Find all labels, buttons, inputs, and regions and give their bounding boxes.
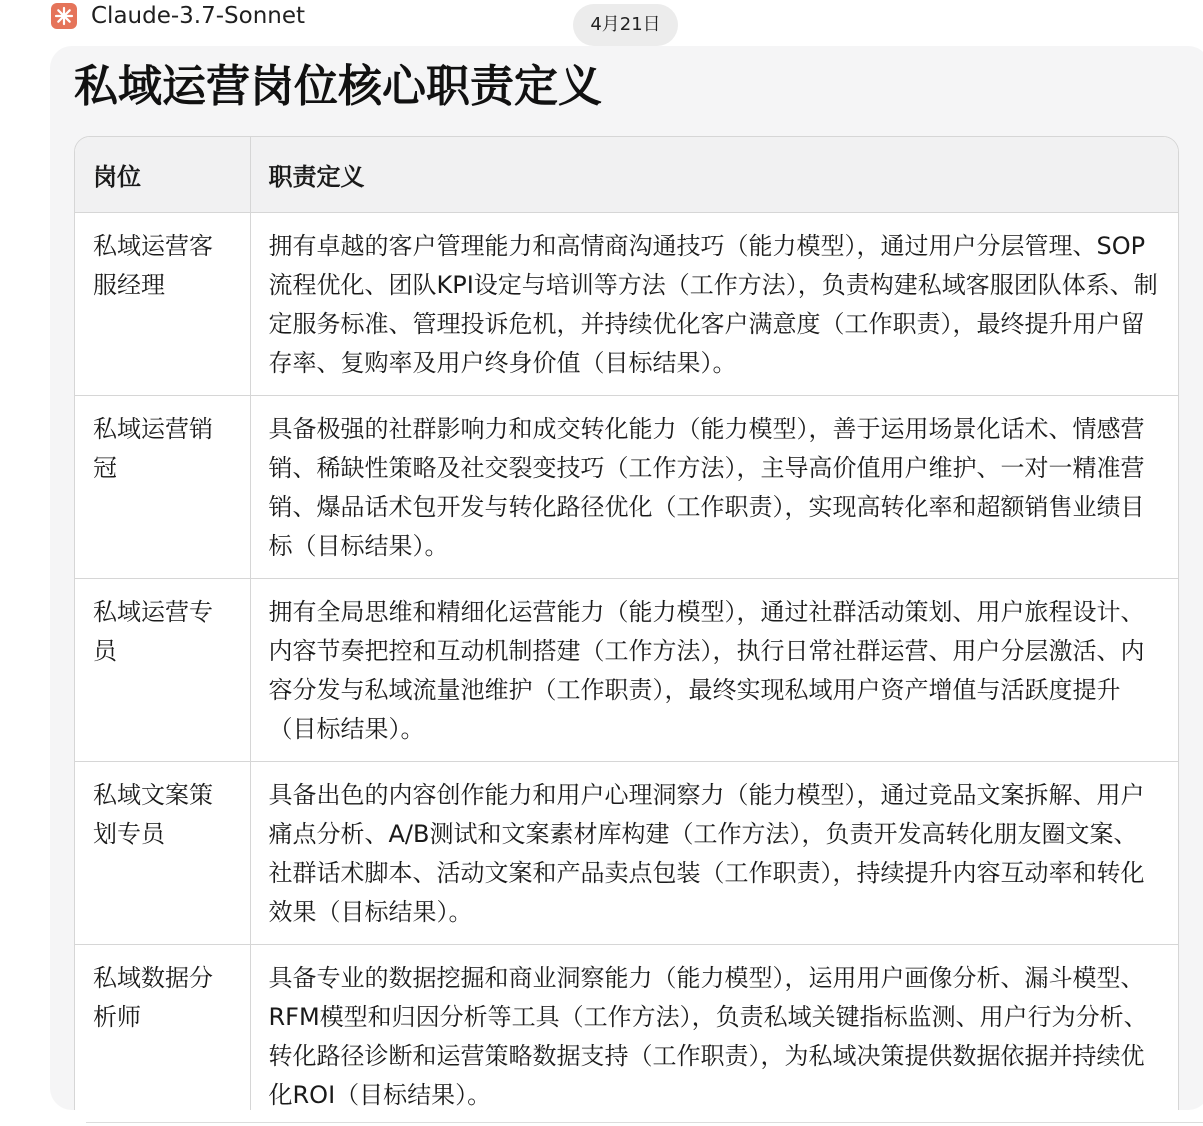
table-header-row — [75, 137, 1178, 213]
message-title: 私域运营岗位核心职责定义 — [74, 61, 602, 112]
role-cell: 私域运营客服经理 — [75, 213, 250, 396]
role-cell: 私域运营专员 — [75, 579, 250, 762]
table-row — [75, 579, 1178, 762]
duty-cell: 拥有卓越的客户管理能力和高情商沟通技巧（能力模型），通过用户分层管理、SOP流程优化、团队KPI设定与培训等方法（工作方法），负责构建私域客服团队体系、制定服务标准、管理投诉危机，并持续优化客户满意度（工作职责），最终提升用户留存率、复购率及用户终身价值（目标结果）。 — [250, 213, 1178, 396]
chat-header — [0, 0, 1203, 46]
message-bubble — [50, 46, 1203, 1110]
role-cell: 私域运营销冠 — [75, 396, 250, 579]
role-cell: 私域数据分析师 — [75, 945, 250, 1111]
duty-cell: 具备出色的内容创作能力和用户心理洞察力（能力模型），通过竞品文案拆解、用户痛点分析、A/B测试和文案素材库构建（工作方法），负责开发高转化朋友圈文案、社群话术脚本、活动文案和产品卖点包装（工作职责），持续提升内容互动率和转化效果（目标结果）。 — [250, 762, 1178, 945]
duty-cell: 具备专业的数据挖掘和商业洞察能力（能力模型），运用用户画像分析、漏斗模型、RFM模型和归因分析等工具（工作方法），负责私域关键指标监测、用户行为分析、转化路径诊断和运营策略数据支持（工作职责），为私域决策提供数据依据并持续优化ROI（目标结果）。 — [250, 945, 1178, 1111]
input-area-edge — [86, 1122, 1203, 1126]
column-header-role: 岗位 — [75, 137, 250, 213]
table-row — [75, 762, 1178, 945]
bot-name[interactable]: Claude-3.7-Sonnet — [91, 3, 306, 29]
role-cell: 私域文案策划专员 — [75, 762, 250, 945]
claude-star-icon[interactable] — [51, 3, 77, 29]
duties-table — [75, 137, 1178, 1110]
duties-table-container — [74, 136, 1179, 1110]
table-row — [75, 945, 1178, 1111]
duty-cell: 拥有全局思维和精细化运营能力（能力模型），通过社群活动策划、用户旅程设计、内容节奏把控和互动机制搭建（工作方法），执行日常社群运营、用户分层激活、内容分发与私域流量池维护（工作职责），最终实现私域用户资产增值与活跃度提升（目标结果）。 — [250, 579, 1178, 762]
column-header-duty: 职责定义 — [250, 137, 1178, 213]
table-row — [75, 396, 1178, 579]
date-badge: 4月21日 — [573, 4, 678, 46]
duty-cell: 具备极强的社群影响力和成交转化能力（能力模型），善于运用场景化话术、情感营销、稀缺性策略及社交裂变技巧（工作方法），主导高价值用户维护、一对一精准营销、爆品话术包开发与转化路径优化（工作职责），实现高转化率和超额销售业绩目标（目标结果）。 — [250, 396, 1178, 579]
table-row — [75, 213, 1178, 396]
